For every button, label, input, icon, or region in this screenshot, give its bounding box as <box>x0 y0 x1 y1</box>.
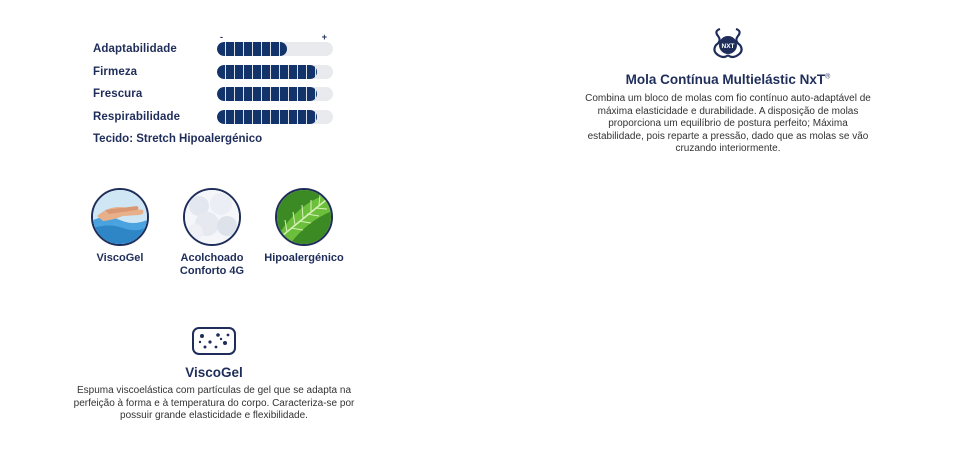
feature-label: ViscoGel <box>96 252 144 264</box>
attributes-panel <box>93 32 353 145</box>
nxt-logo-text: NXT <box>721 43 735 50</box>
attribute-row-respirabilidade <box>93 106 353 129</box>
attribute-label: Frescura <box>93 88 143 101</box>
attribute-bar-fill <box>217 87 317 101</box>
attribute-bar <box>217 65 333 79</box>
green-leaf-icon <box>275 188 333 246</box>
scale-max: + <box>321 32 327 42</box>
registered-mark: ® <box>825 73 831 81</box>
feature-hipoalergenico <box>256 188 352 265</box>
hand-on-gel-icon <box>91 188 149 246</box>
feature-label: Acolchoado Conforto 4G <box>179 252 245 277</box>
viscogel-description: Espuma viscoelástica com partículas de gel que se adapta na perfeição à forma e à temperatura do corpo. Caracteriza-se por possuir grande elasticidade e flexibilidade. <box>73 385 355 421</box>
feature-viscogel <box>72 188 168 265</box>
spring-title-text: Mola Contínua Multielástic NxT <box>625 72 826 87</box>
soft-padding-icon <box>183 188 241 246</box>
viscogel-section <box>72 326 356 423</box>
attribute-bar-fill <box>217 110 317 124</box>
attribute-label: Adaptabilidade <box>93 43 177 56</box>
spring-section <box>580 25 876 156</box>
attribute-bar <box>217 110 333 124</box>
attribute-row-firmeza <box>93 61 353 84</box>
attribute-label: Respirabilidade <box>93 110 181 123</box>
attribute-row-adaptabilidade <box>93 38 353 61</box>
attribute-bar-fill <box>217 65 317 79</box>
gel-particles-icon <box>72 326 356 361</box>
attribute-bar-fill <box>217 42 287 56</box>
viscogel-title: ViscoGel <box>185 365 243 380</box>
feature-label: Hipoalergénico <box>264 252 344 264</box>
spring-description: Combina um bloco de molas com fio contínuo auto-adaptável de máxima elasticidade e durabilidade. A disposição de molas proporciona um equilíbrio de postura perfeito; Máxima estabilidade, pois reparte a pressão, dado que as molas se vão cruzando interiormente. <box>585 93 871 154</box>
attribute-bar <box>217 87 333 101</box>
scale-min: - <box>220 32 223 42</box>
attribute-label: Firmeza <box>93 65 138 78</box>
nxt-spring-icon <box>580 25 876 66</box>
feature-acolchoado <box>164 188 260 278</box>
attribute-row-frescura <box>93 83 353 106</box>
spring-title <box>580 72 876 87</box>
attribute-bar <box>217 42 333 56</box>
fabric-label: Tecido: Stretch Hipoalergénico <box>93 133 263 145</box>
